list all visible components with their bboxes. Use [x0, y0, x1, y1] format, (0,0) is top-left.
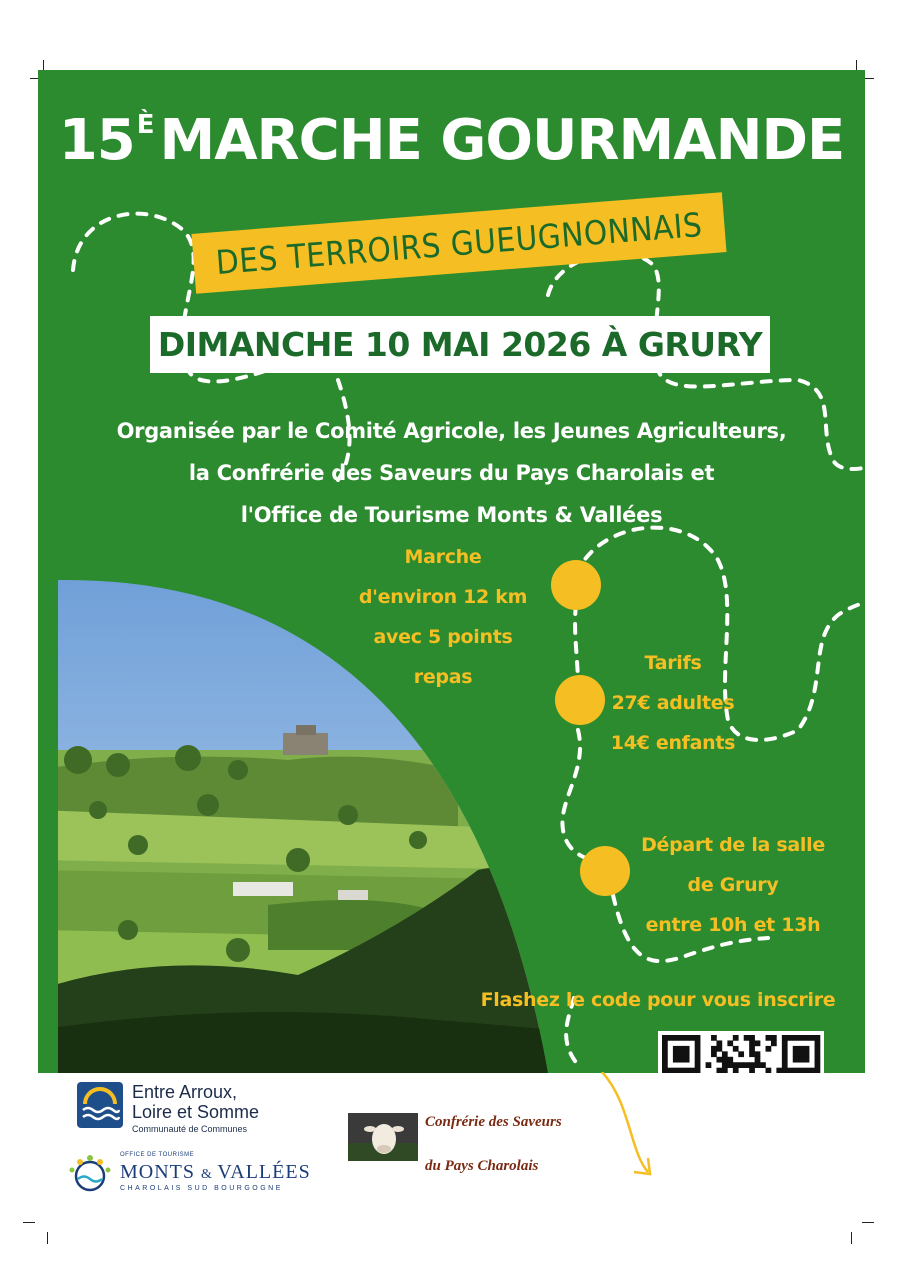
- logo-mv-sub: CHAROLAIS SUD BOURGOGNE: [120, 1185, 283, 1192]
- event-date: DIMANCHE 10 MAI 2026 À GRURY: [157, 325, 763, 364]
- organizers-line: la Confrérie des Saveurs du Pays Charolais et: [188, 461, 715, 485]
- title-main: MARCHE GOURMANDE: [159, 108, 845, 173]
- confrerie-line1: Confrérie des Saveurs: [425, 1114, 562, 1130]
- logo-eals-line2: Loire et Somme: [132, 1102, 260, 1122]
- departure-line: entre 10h et 13h: [645, 914, 821, 936]
- route-stop-dot: [580, 846, 630, 896]
- crop-mark: [23, 1222, 35, 1223]
- departure-line: Départ de la salle: [641, 834, 825, 856]
- date-box: [150, 316, 770, 373]
- crop-mark: [862, 1222, 874, 1223]
- prices-heading: Tarifs: [644, 652, 702, 674]
- subtitle-text: DES TERROIRS GUEUGNONNAIS: [214, 204, 704, 282]
- logo-eals-line3: Communauté de Communes: [132, 1124, 248, 1134]
- confrerie-line2: du Pays Charolais: [425, 1158, 539, 1174]
- walk-info: [358, 537, 528, 697]
- logo-mv-main2: VALLÉES: [217, 1161, 311, 1183]
- walk-info-line: avec 5 points: [373, 626, 513, 648]
- organizers-line: l'Office de Tourisme Monts & Vallées: [240, 503, 663, 527]
- curved-arrow-icon: [590, 1072, 660, 1182]
- qr-caption: [478, 980, 838, 1020]
- qr-code-icon[interactable]: [658, 1031, 824, 1073]
- prices: [598, 643, 748, 763]
- price-adults: 27€ adultes: [611, 692, 735, 714]
- logo-mv-main: MONTS: [120, 1161, 196, 1183]
- qr-caption-text: Flashez le code pour vous inscrire: [480, 989, 836, 1011]
- departure-info: [633, 825, 833, 945]
- poster: [38, 70, 865, 1073]
- logo-eals-line1: Entre Arroux,: [132, 1082, 238, 1102]
- departure-line: de Grury: [687, 874, 779, 896]
- organizers: [38, 410, 865, 536]
- crop-mark: [47, 1232, 48, 1244]
- logo-mv-amp: &: [201, 1167, 218, 1182]
- logo-mv-name: [120, 1161, 311, 1184]
- sun-waves-logo-icon: [77, 1082, 123, 1128]
- logo-mv-small: OFFICE DE TOURISME: [120, 1152, 195, 1158]
- walk-info-line: Marche: [404, 546, 482, 568]
- walk-info-line: d'environ 12 km: [358, 586, 528, 608]
- page-title: [38, 108, 865, 173]
- title-superscript: È: [136, 110, 154, 140]
- organizers-line: Organisée par le Comité Agricole, les Jeunes Agriculteurs,: [116, 419, 787, 443]
- title-number: 15: [58, 108, 135, 173]
- confrerie-logo-text: [425, 1100, 562, 1188]
- walk-info-line: repas: [413, 666, 473, 688]
- crop-mark: [851, 1232, 852, 1244]
- route-stop-dot: [551, 560, 601, 610]
- price-children: 14€ enfants: [610, 732, 736, 754]
- sun-waves-logo-icon: [66, 1154, 116, 1194]
- logo-entre-arroux: [77, 1082, 297, 1137]
- cow-photo: [348, 1113, 418, 1161]
- logo-monts-vallees: [66, 1152, 311, 1197]
